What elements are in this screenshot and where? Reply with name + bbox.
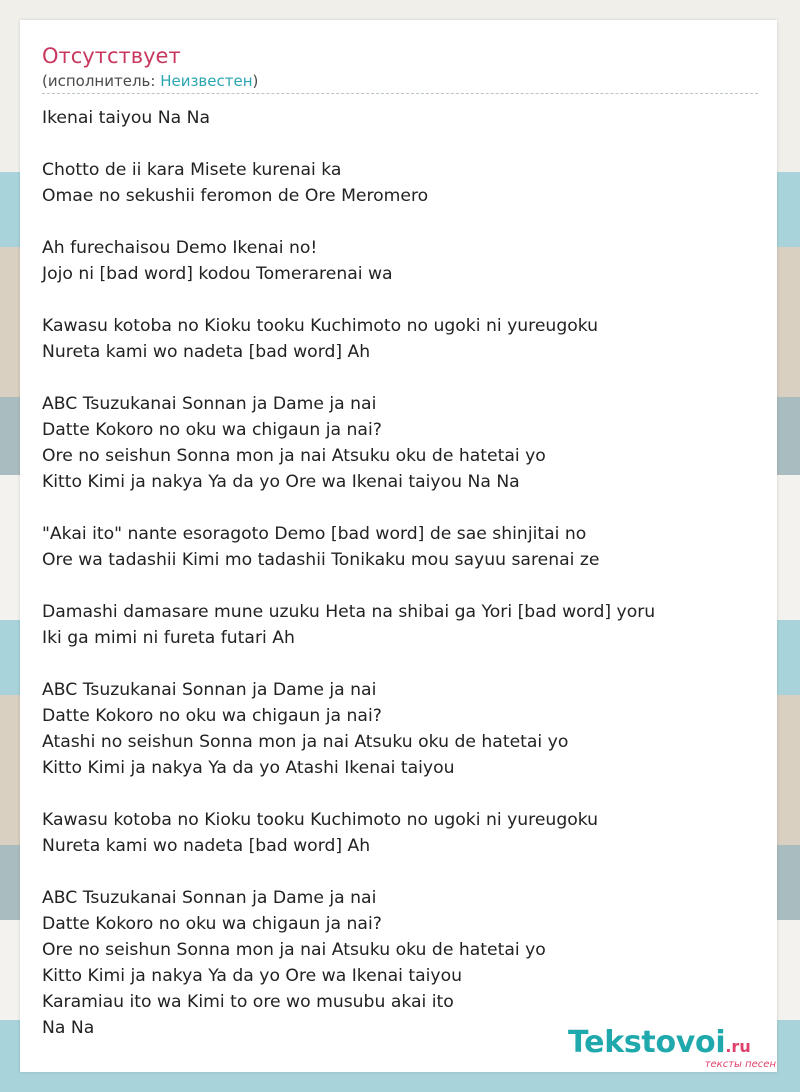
artist-prefix: (исполнитель:	[42, 72, 161, 90]
lyric-line: Karamiau ito wa Kimi to ore wo musubu akai ito	[42, 992, 454, 1012]
lyric-gap	[42, 859, 762, 885]
lyric-gap	[42, 573, 762, 599]
lyric-gap	[42, 209, 762, 235]
lyric-line: "Akai ito" nante esoragoto Demo [bad word] de sae shinjitai no	[42, 524, 587, 544]
artist-link[interactable]: Неизвестен	[160, 72, 253, 90]
lyric-line: Datte Kokoro no oku wa chigaun ja nai?	[42, 420, 382, 440]
title-divider	[42, 93, 758, 94]
lyric-line: Atashi no seishun Sonna mon ja nai Atsuku oku de hatetai yo	[42, 732, 569, 752]
lyric-gap	[42, 365, 762, 391]
lyric-line: Datte Kokoro no oku wa chigaun ja nai?	[42, 706, 382, 726]
lyric-gap	[42, 131, 762, 157]
lyrics-card	[20, 20, 777, 1072]
lyric-line: Kawasu kotoba no Kioku tooku Kuchimoto no ugoki ni yureugoku	[42, 316, 599, 336]
logo-tld: .ru	[725, 1037, 751, 1056]
lyric-line: Nureta kami wo nadeta [bad word] Ah	[42, 342, 371, 362]
lyric-line: ABC Tsuzukanai Sonnan ja Dame ja nai	[42, 888, 377, 908]
lyric-line: Chotto de ii kara Misete kurenai ka	[42, 160, 342, 180]
lyric-line: Kawasu kotoba no Kioku tooku Kuchimoto no ugoki ni yureugoku	[42, 810, 599, 830]
lyric-line: ABC Tsuzukanai Sonnan ja Dame ja nai	[42, 394, 377, 414]
lyric-line: Kitto Kimi ja nakya Ya da yo Atashi Ikenai taiyou	[42, 758, 455, 778]
lyric-line: Ah furechaisou Demo Ikenai no!	[42, 238, 318, 258]
lyric-line: Nureta kami wo nadeta [bad word] Ah	[42, 836, 371, 856]
lyric-line: Jojo ni [bad word] kodou Tomerarenai wa	[42, 264, 393, 284]
logo-tagline: тексты песен	[704, 1059, 776, 1070]
lyric-line: ABC Tsuzukanai Sonnan ja Dame ja nai	[42, 680, 377, 700]
lyric-line: Ikenai taiyou Na Na	[42, 108, 210, 128]
lyric-line: Damashi damasare mune uzuku Heta na shibai ga Yori [bad word] yoru	[42, 602, 656, 622]
lyric-line: Na Na	[42, 1018, 95, 1038]
artist-line	[42, 71, 258, 91]
lyric-line: Ore wa tadashii Kimi mo tadashii Tonikaku mou sayuu sarenai ze	[42, 550, 600, 570]
lyrics-text	[42, 105, 762, 1041]
song-title: Отсутствует	[42, 44, 181, 68]
lyric-line: Kitto Kimi ja nakya Ya da yo Ore wa Ikenai taiyou Na Na	[42, 472, 520, 492]
site-logo[interactable]	[568, 1025, 778, 1069]
logo-main-text: Tekstovoi	[568, 1025, 726, 1060]
artist-suffix: )	[252, 72, 259, 90]
lyric-line: Kitto Kimi ja nakya Ya da yo Ore wa Ikenai taiyou	[42, 966, 462, 986]
lyric-line: Datte Kokoro no oku wa chigaun ja nai?	[42, 914, 382, 934]
lyric-line: Omae no sekushii feromon de Ore Meromero	[42, 186, 429, 206]
lyric-gap	[42, 651, 762, 677]
lyric-gap	[42, 287, 762, 313]
lyric-line: Ore no seishun Sonna mon ja nai Atsuku oku de hatetai yo	[42, 940, 546, 960]
lyric-line: Iki ga mimi ni fureta futari Ah	[42, 628, 295, 648]
lyric-line: Ore no seishun Sonna mon ja nai Atsuku oku de hatetai yo	[42, 446, 546, 466]
lyric-gap	[42, 781, 762, 807]
lyric-gap	[42, 495, 762, 521]
